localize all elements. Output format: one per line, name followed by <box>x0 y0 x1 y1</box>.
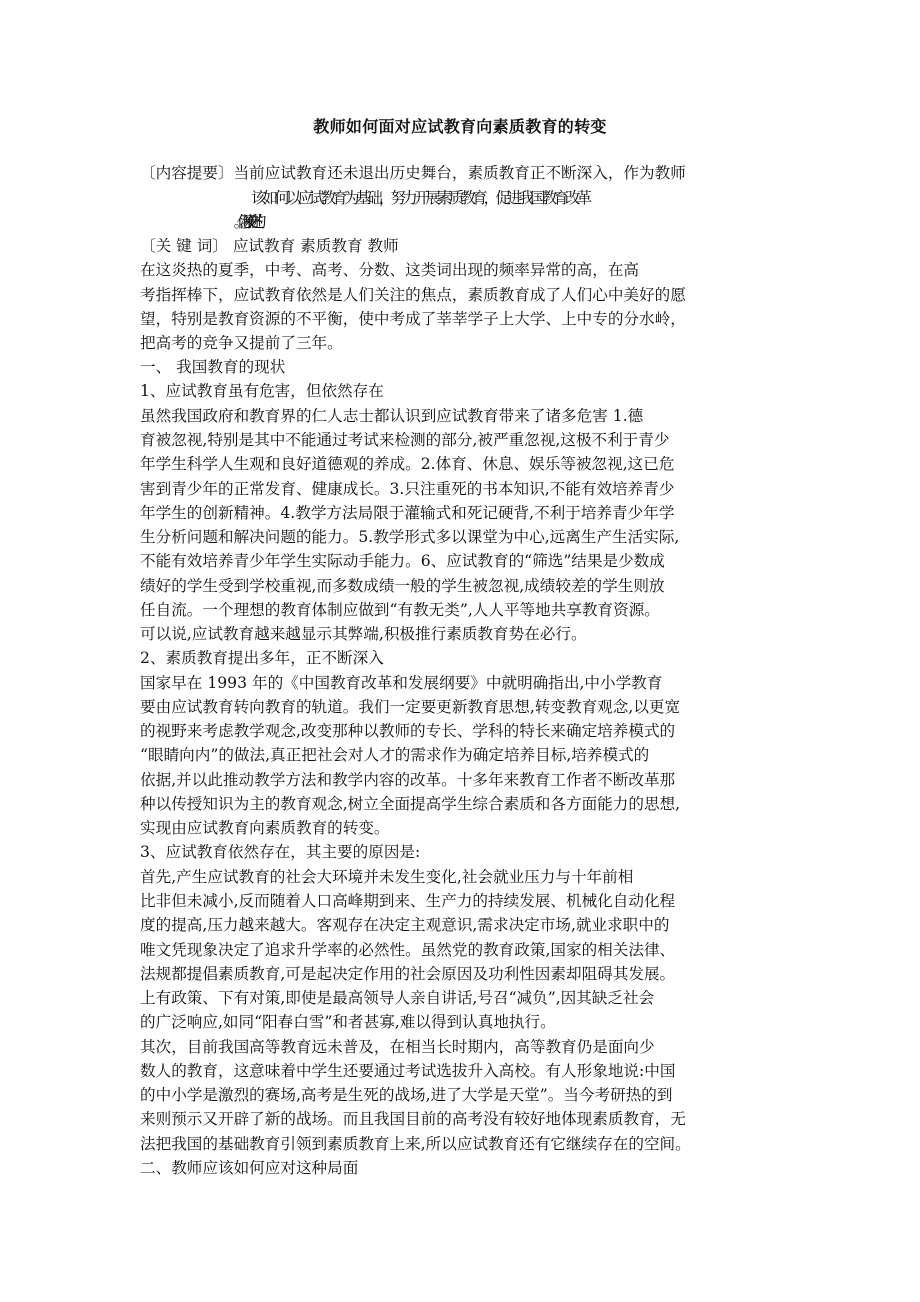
paragraph-line: 的广泛响应,如同“阳春白雪”和者甚寡,难以得到认真地执行。 <box>140 1013 556 1031</box>
paragraph-line: 上有政策、下有对策,即使是最高领导人亲自讲话,号召“减负”,因其缺乏社会 <box>140 989 655 1007</box>
paragraph-line: 虽然我国政府和教育界的仁人志士都认识到应试教育带来了诸多危害 1.德 <box>140 407 644 425</box>
subsection-heading: 1、应试教育虽有危害，但依然存在 <box>140 382 384 400</box>
section-heading: 一、 我国教育的现状 <box>140 358 286 376</box>
abstract-line-2: 该如何以应试教育为基础，努力开展素质教育，促进我国教育改革 <box>251 189 589 207</box>
paragraph-line: 来则预示又开辟了新的战场。而且我国目前的高考没有较好地体现素质教育，无 <box>140 1110 686 1128</box>
paragraph-line: 不能有效培养青少年学生实际动手能力。6、应试教育的“筛选”结果是少数成 <box>140 552 665 570</box>
paragraph-line: 在这炎热的夏季，中考、高考、分数、这类词出现的频率异常的高，在高 <box>140 261 640 279</box>
paragraph-line: 把高考的竞争又提前了三年。 <box>140 334 343 352</box>
section-heading: 二、教师应该如何应对这种局面 <box>140 1159 359 1177</box>
paragraph-line: 可以说,应试教育越来越显示其弊端,积极推行素质教育势在必行。 <box>140 625 587 643</box>
paragraph-line: 依据,并以此推动教学方法和教学内容的改革。十多年来教育工作者不断改革那 <box>140 771 676 789</box>
keywords-line: 〔关 键 词〕 应试教育 素质教育 教师 <box>140 237 399 255</box>
paragraph-line: 度的提高,压力越来越大。客观存在决定主观意识,需求决定市场,就业求职中的 <box>140 916 670 934</box>
paragraph-line: 任自流。一个理想的教育体制应做到“有教无类”,人人平等地共享教育资源。 <box>140 601 660 619</box>
paragraph-line: 种以传授知识为主的教育观念,树立全面提高学生综合素质和各方面能力的思想, <box>140 795 681 813</box>
paragraph-line: 的视野来考虑教学观念,改变那种以教师的专长、学科的特长来确定培养模式的 <box>140 722 676 740</box>
paragraph-line: 的中小学是激烈的赛场,高考是生死的战场,进了大学是天堂”。当今考研热的到 <box>140 1086 673 1104</box>
paragraph-line: 育被忽视,特别是其中不能通过考试来检测的部分,被严重忽视,这极不利于青少 <box>140 431 670 449</box>
abstract-line-1: 〔内容提要〕当前应试教育还未退出历史舞台，素质教育正不断深入，作为教师 <box>140 164 686 182</box>
paragraph-line: 唯文凭现象决定了追求升学率的必然性。虽然党的教育政策,国家的相关法律、 <box>140 941 676 959</box>
document-title: 教师如何面对应试教育向素质教育的转变 <box>313 117 607 136</box>
paragraph-line: 实现由应试教育向素质教育的转变。 <box>140 819 390 837</box>
paragraph-line: 生分析问题和解决问题的能力。5.教学形式多以课堂为中心,远离生产生活实际, <box>140 528 680 546</box>
paragraph-line: 数人的教育，这意味着中学生还要通过考试选拔升入高校。有人形象地说:中国 <box>140 1062 676 1080</box>
paragraph-line: 望，特别是教育资源的不平衡，使中考成了莘莘学子上大学、上中专的分水岭， <box>140 310 686 328</box>
subsection-heading: 2、素质教育提出多年，正不断深入 <box>140 649 384 667</box>
paragraph-line: 比非但未减小,反而随着人口高峰期到来、生产力的持续发展、机械化自动化程 <box>140 892 676 910</box>
paragraph-line: 年学生科学人生观和良好道德观的养成。2.体育、休息、娱乐等被忽视,这已危 <box>140 455 675 473</box>
abstract-line-3 <box>251 211 901 233</box>
paragraph-line: 国家早在 1993 年的《中国教育改革和发展纲要》中就明确指出,中小学教育 <box>140 674 663 692</box>
paragraph-line: “眼睛向内”的做法,真正把社会对人才的需求作为确定培养目标,培养模式的 <box>140 746 650 764</box>
paragraph-line: 年学生的创新精神。4.教学方法局限于灌输式和死记硬背,不利于培养青少年学 <box>140 504 675 522</box>
paragraph-line: 绩好的学生受到学校重视,而多数成绩一般的学生被忽视,成绩较差的学生则放 <box>140 577 665 595</box>
paragraph-line: 要由应试教育转向教育的轨道。我们一定要更新教育思想,转变教育观念,以更宽 <box>140 698 681 716</box>
paragraph-line: 首先,产生应试教育的社会大环境并未发生变化,社会就业压力与十年前相 <box>140 868 634 886</box>
paragraph-line: 法把我国的基础教育引领到素质教育上来,所以应试教育还有它继续存在的空间。 <box>140 1135 691 1153</box>
paragraph-line: 法规都提倡素质教育,可是起决定作用的社会原因及功利性因素却阻碍其发展。 <box>140 965 676 983</box>
paragraph-line: 害到青少年的正常发育、健康成长。3.只注重死的书本知识,不能有效培养青少 <box>140 480 675 498</box>
subsection-heading: 3、应试教育依然存在，其主要的原因是: <box>140 843 421 861</box>
paragraph-line: 考指挥棒下，应试教育依然是人们关注的焦点，素质教育成了人们心中美好的愿 <box>140 286 686 304</box>
paragraph-line: 其次，目前我国高等教育远未普及，在相当长时期内，高等教育仍是面向少 <box>140 1038 655 1056</box>
